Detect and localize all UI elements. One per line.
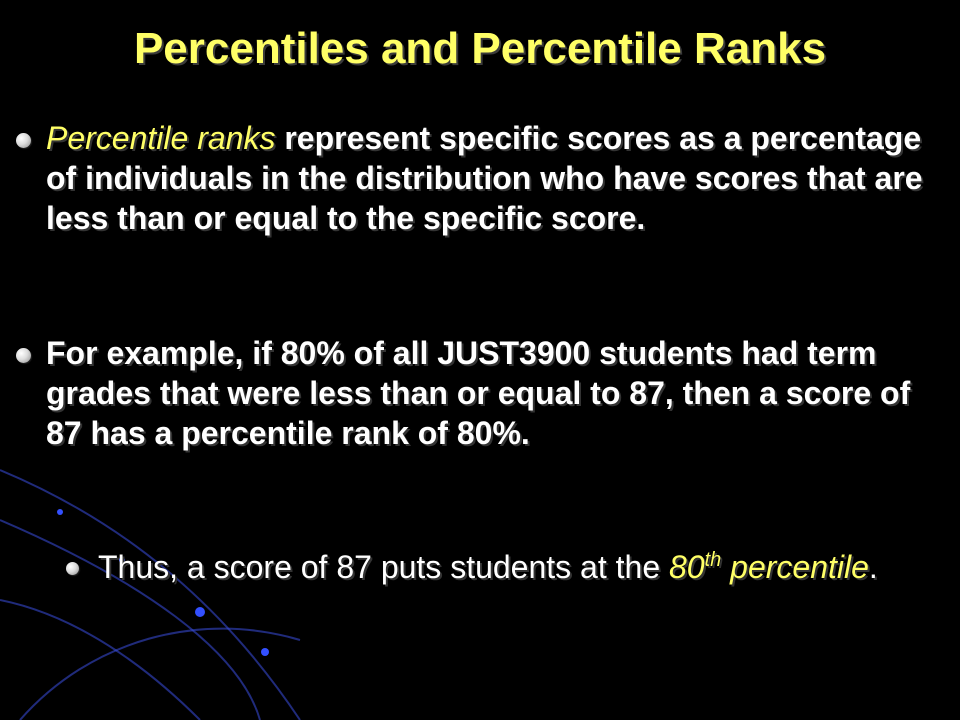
bullet-dot-1: [16, 133, 31, 148]
bullet-2: [46, 333, 946, 453]
term-word: percentile: [721, 549, 869, 585]
term-ordinal-suffix: th: [704, 549, 722, 571]
sub-bullet: [98, 547, 918, 587]
sub-bullet-dot: [66, 562, 79, 575]
term-80th-percentile: [669, 549, 869, 585]
sub-bullet-text: Thus, a score of 87 puts students at the: [98, 549, 669, 585]
term-number: 80: [669, 549, 705, 585]
bullet-2-text: For example, if 80% of all JUST3900 students had term grades that were less than or equal to 87, then a score of 87 has a percentile rank of 80%.: [46, 335, 911, 451]
bullet-1: [46, 118, 946, 238]
slide-title: Percentiles and Percentile Ranks: [133, 24, 827, 73]
term-percentile-ranks: Percentile ranks: [46, 120, 276, 156]
sub-bullet-end: .: [868, 549, 878, 585]
bullet-dot-2: [16, 348, 31, 363]
bullet-1-text: represent specific scores as a percentage of individuals in the distribution who have scores that are less than or equal to the specific score.: [46, 120, 923, 236]
